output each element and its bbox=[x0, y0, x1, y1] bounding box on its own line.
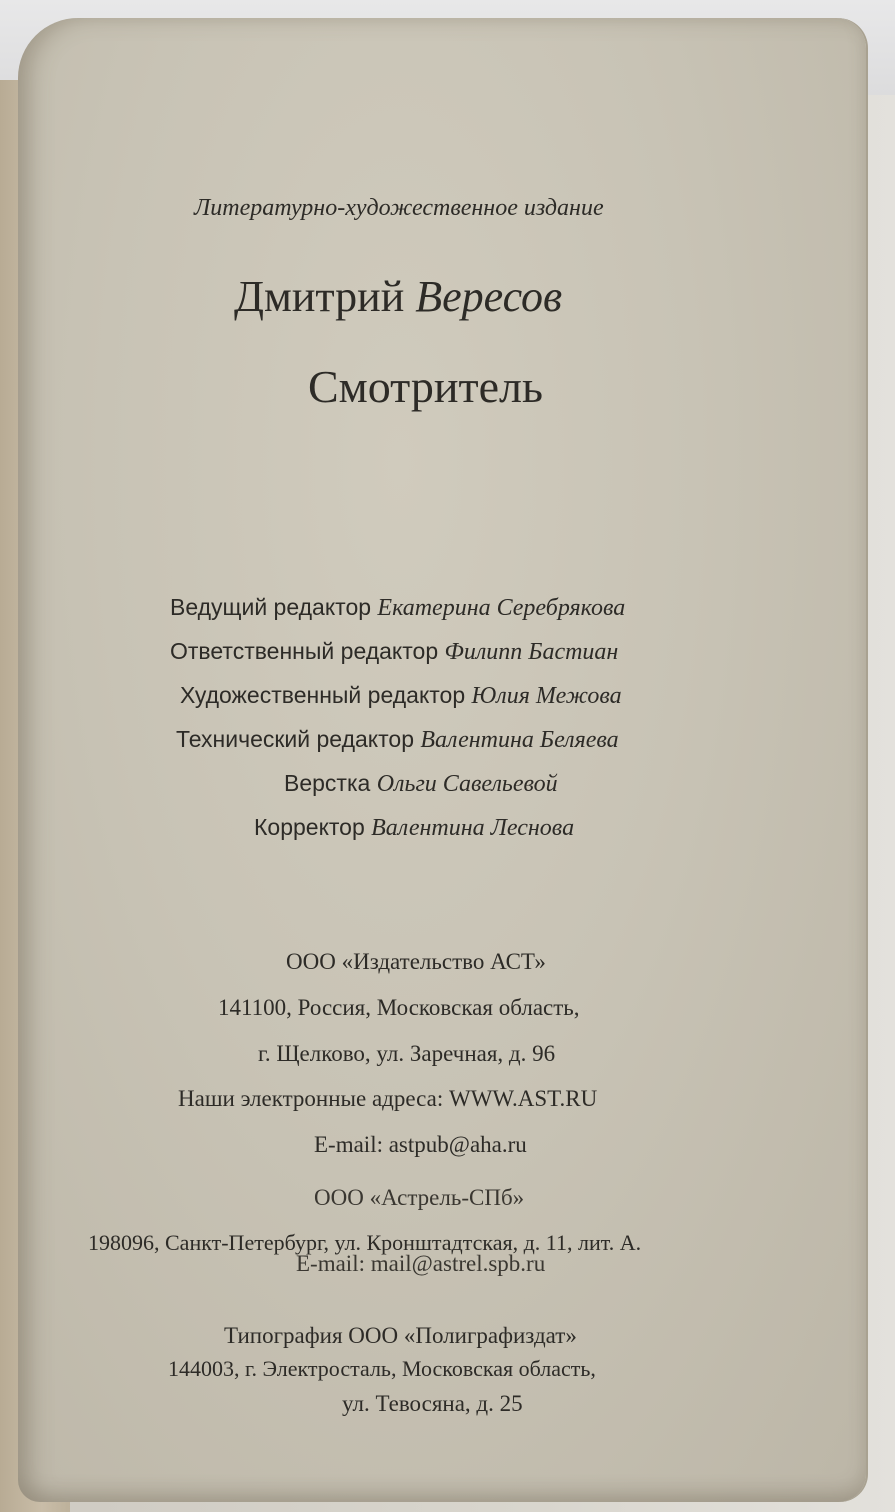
edition-type: Литературно-художественное издание bbox=[194, 195, 604, 221]
publisher-astrel-address: 198096, Санкт-Петербург, ул. Кронштадтская, д. 11, лит. А. bbox=[88, 1230, 642, 1255]
credit-role: Ответственный редактор bbox=[170, 638, 439, 664]
publisher-ast-web: Наши электронные адреса: WWW.AST.RU bbox=[178, 1086, 598, 1111]
publisher-ast-email: E-mail: astpub@aha.ru bbox=[314, 1132, 527, 1157]
credit-role: Художественный редактор bbox=[180, 682, 466, 708]
author-name bbox=[234, 272, 563, 321]
printer-name: Типография ООО «Полиграфиздат» bbox=[224, 1323, 577, 1348]
credit-line bbox=[284, 772, 558, 796]
credit-person: Ольги Савельевой bbox=[376, 771, 558, 797]
author-last-name: Вересов bbox=[415, 272, 563, 321]
credit-person: Филипп Бастиан bbox=[444, 639, 619, 665]
credit-line bbox=[254, 816, 574, 840]
printer-address-2: ул. Тевосяна, д. 25 bbox=[342, 1391, 523, 1416]
credit-person: Валентина Беляева bbox=[420, 727, 619, 753]
printer-address-1: 144003, г. Электросталь, Московская область, bbox=[168, 1356, 596, 1381]
publisher-astrel-email: E-mail: mail@astrel.spb.ru bbox=[296, 1251, 546, 1276]
author-first-name: Дмитрий bbox=[234, 272, 405, 321]
credit-person: Юлия Межова bbox=[471, 683, 622, 709]
book-page bbox=[18, 18, 866, 1502]
credit-role: Корректор bbox=[254, 814, 365, 840]
credit-person: Валентина Леснова bbox=[371, 815, 575, 841]
credit-person: Екатерина Серебрякова bbox=[377, 595, 626, 621]
credit-line bbox=[170, 596, 625, 620]
publisher-ast-address-2: г. Щелково, ул. Заречная, д. 96 bbox=[258, 1041, 556, 1066]
publisher-ast-name: ООО «Издательство АСТ» bbox=[286, 949, 546, 974]
credit-line bbox=[170, 640, 618, 664]
credit-line bbox=[180, 684, 622, 708]
credit-role: Ведущий редактор bbox=[170, 594, 372, 620]
credit-role: Технический редактор bbox=[176, 726, 414, 752]
credit-role: Верстка bbox=[284, 770, 371, 796]
publisher-astrel-name: ООО «Астрель-СПб» bbox=[314, 1185, 525, 1210]
credit-line bbox=[176, 728, 619, 752]
publisher-ast-address-1: 141100, Россия, Московская область, bbox=[218, 995, 580, 1020]
book-title: Смотритель bbox=[308, 361, 543, 412]
